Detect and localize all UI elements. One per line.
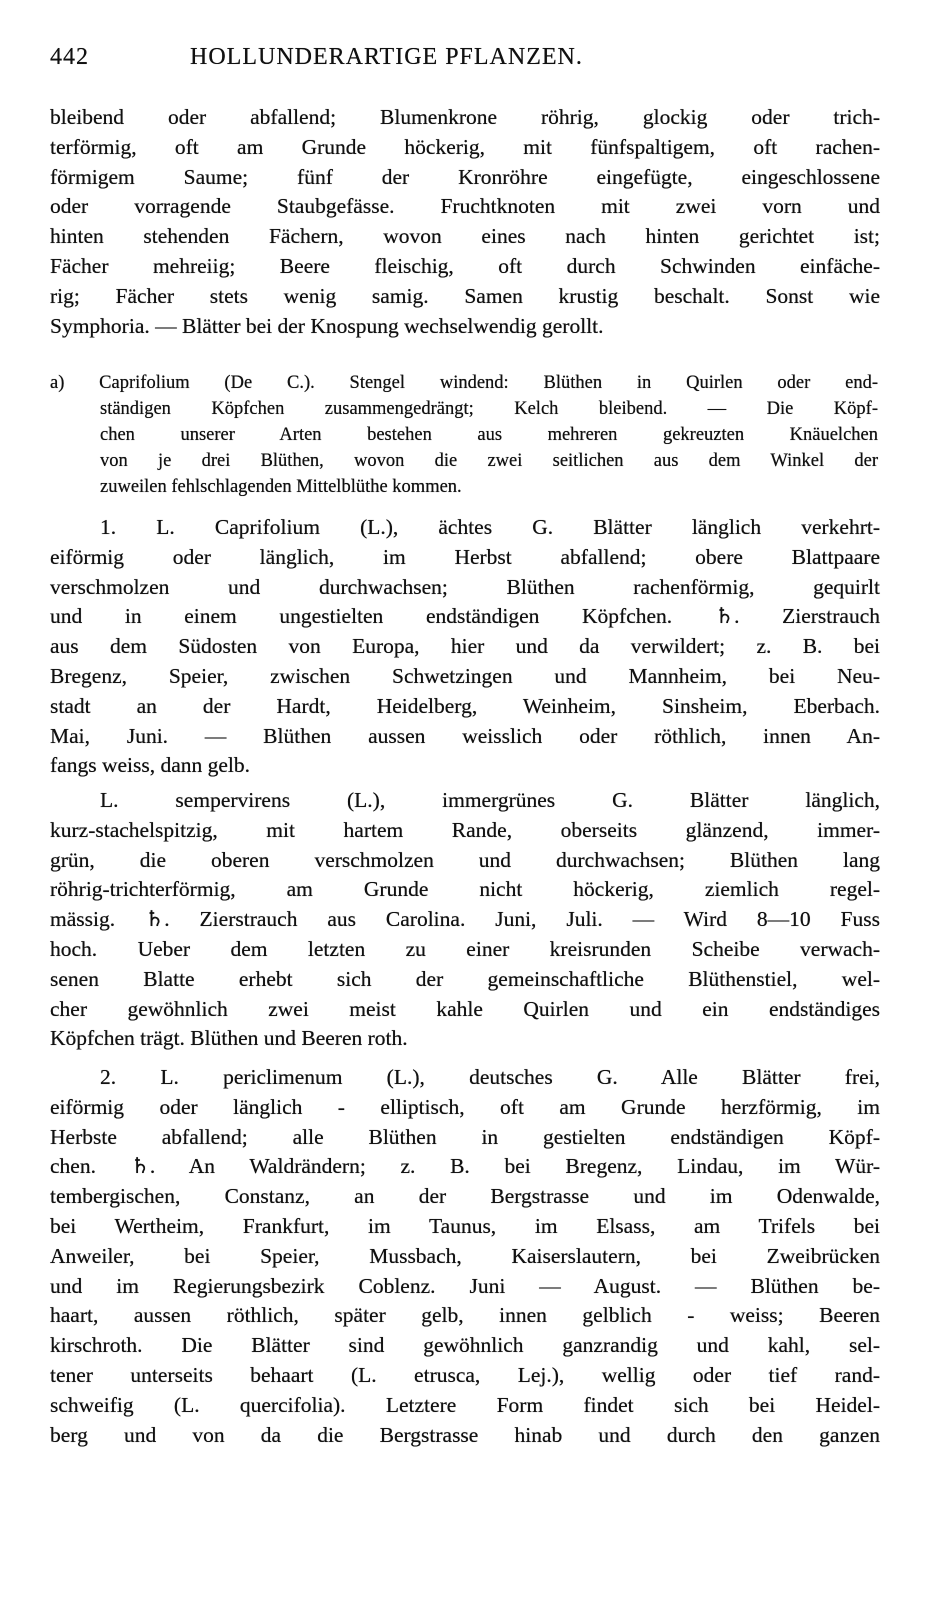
text-line: a) Caprifolium (De C.). Stengel windend: Blüthen in Quirlen oder end- [50, 373, 878, 393]
text-line: cher gewöhnlich zwei meist kahle Quirlen und ein endständiges [50, 996, 880, 1021]
species-paragraph-periclimenum [50, 1063, 880, 1450]
text-line: bei Wertheim, Frankfurt, im Taunus, im Elsass, am Trifels bei [50, 1213, 880, 1238]
text-line: grün, die oberen verschmolzen und durchwachsen; Blüthen lang [50, 847, 880, 872]
text-line: Herbste abfallend; alle Blüthen in gestielten endständigen Köpf- [50, 1124, 880, 1149]
text-line: 2. L. periclimenum (L.), deutsches G. Alle Blätter frei, [100, 1065, 880, 1089]
text-line: von je drei Blüthen, wovon die zwei seitlichen aus dem Winkel der [100, 451, 878, 471]
text-line: haart, aussen röthlich, später gelb, innen gelblich - weiss; Beeren [50, 1303, 880, 1328]
text-line: hinten stehenden Fächern, wovon eines nach hinten gerichtet ist; [50, 224, 880, 249]
text-line: Symphoria. — Blätter bei der Knospung wechselwendig gerollt. [50, 313, 604, 338]
intro-paragraph [50, 103, 880, 341]
text-line: rig; Fächer stets wenig samig. Samen krustig beschalt. Sonst wie [50, 283, 880, 308]
text-line: terförmig, oft am Grunde höckerig, mit fünfspaltigem, oft rachen- [50, 134, 880, 159]
text-line: eiförmig oder länglich, im Herbst abfallend; obere Blattpaare [50, 544, 880, 569]
text-line: berg und von da die Bergstrasse hinab und durch den ganzen [50, 1422, 880, 1447]
text-line: mässig. ♄. Zierstrauch aus Carolina. Juni, Juli. — Wird 8—10 Fuss [50, 907, 880, 932]
text-line: tembergischen, Constanz, an der Bergstrasse und im Odenwalde, [50, 1184, 880, 1209]
text-line: und in einem ungestielten endständigen Köpfchen. ♄. Zierstrauch [50, 604, 880, 629]
page-number: 442 [50, 44, 89, 70]
text-line: Mai, Juni. — Blüthen aussen weisslich oder röthlich, innen An- [50, 723, 880, 748]
text-line: bleibend oder abfallend; Blumenkrone röhrig, glockig oder trich- [50, 105, 880, 129]
text-line: und im Regierungsbezirk Coblenz. Juni — August. — Blüthen be- [50, 1273, 880, 1298]
text-line: röhrig-trichterförmig, am Grunde nicht höckerig, ziemlich regel- [50, 877, 880, 902]
text-line: aus dem Südosten von Europa, hier und da verwildert; z. B. bei [50, 634, 880, 659]
text-line: oder vorragende Staubgefässe. Fruchtknoten mit zwei vorn und [50, 194, 880, 219]
section-a-caprifolium [50, 370, 878, 500]
text-line: schweifig (L. quercifolia). Letztere Form findet sich bei Heidel- [50, 1392, 880, 1417]
text-line: hoch. Ueber dem letzten zu einer kreisrunden Scheibe verwach- [50, 936, 880, 961]
text-line: Bregenz, Speier, zwischen Schwetzingen und Mannheim, bei Neu- [50, 663, 880, 688]
text-line: fangs weiss, dann gelb. [50, 753, 251, 778]
text-line: kurz-stachelspitzig, mit hartem Rande, oberseits glänzend, immer- [50, 817, 880, 842]
text-line: chen unserer Arten bestehen aus mehreren gekreuzten Knäuelchen [100, 425, 878, 445]
text-line: eiförmig oder länglich - elliptisch, oft am Grunde herzförmig, im [50, 1094, 880, 1119]
text-line: chen. ♄. An Waldrändern; z. B. bei Bregenz, Lindau, im Wür- [50, 1154, 880, 1179]
text-line: senen Blatte erhebt sich der gemeinschaftliche Blüthenstiel, wel- [50, 966, 880, 991]
running-title: HOLLUNDERARTIGE PFLANZEN. [190, 44, 583, 70]
species-paragraph-sempervirens [50, 786, 880, 1054]
species-paragraph-caprifolium [50, 513, 880, 781]
text-line: 1. L. Caprifolium (L.), ächtes G. Blätter länglich verkehrt- [100, 515, 880, 539]
text-line: zuweilen fehlschlagenden Mittelblüthe kommen. [100, 477, 462, 497]
text-line: verschmolzen und durchwachsen; Blüthen rachenförmig, gequirlt [50, 574, 880, 599]
text-line: ständigen Köpfchen zusammengedrängt; Kelch bleibend. — Die Köpf- [100, 399, 878, 419]
text-line: Anweiler, bei Speier, Mussbach, Kaiserslautern, bei Zweibrücken [50, 1243, 880, 1268]
text-line: Fächer mehreiig; Beere fleischig, oft durch Schwinden einfäche- [50, 253, 880, 278]
text-line: kirschroth. Die Blätter sind gewöhnlich ganzrandig und kahl, sel- [50, 1333, 880, 1358]
text-line: L. sempervirens (L.), immergrünes G. Blätter länglich, [100, 788, 880, 812]
text-line: stadt an der Hardt, Heidelberg, Weinheim, Sinsheim, Eberbach. [50, 693, 880, 718]
text-line: förmigem Saume; fünf der Kronröhre eingefügte, eingeschlossene [50, 164, 880, 189]
text-line: tener unterseits behaart (L. etrusca, Lej.), wellig oder tief rand- [50, 1362, 880, 1387]
text-line: Köpfchen trägt. Blüthen und Beeren roth. [50, 1026, 408, 1051]
